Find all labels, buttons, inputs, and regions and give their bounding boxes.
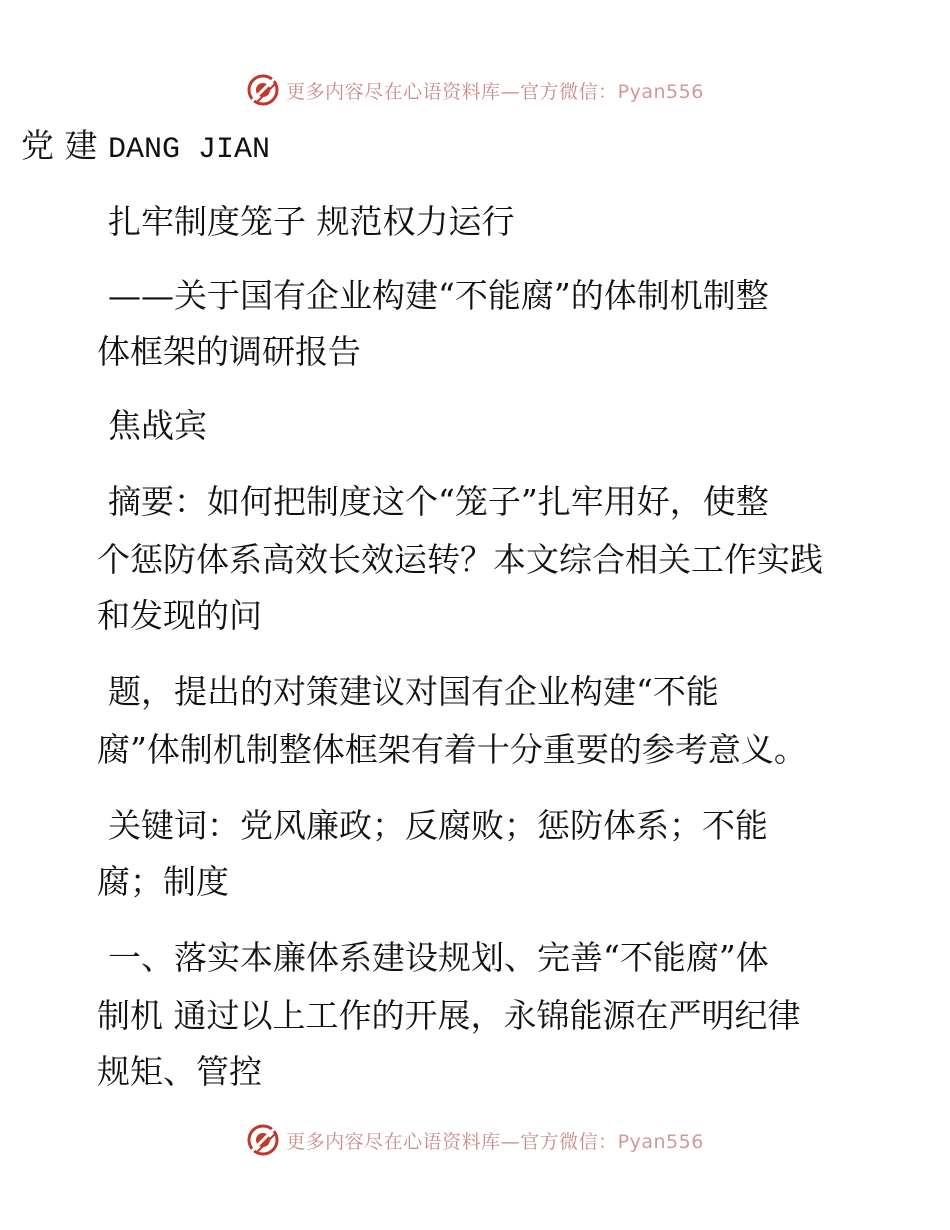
banner-wechat-id: Pyan556 (617, 1130, 704, 1153)
section-heading-line-1: 一、落实本廉体系建设规划、完善“不能腐”体 (108, 938, 769, 977)
abstract-line-2: 个惩防体系高效长效运转？本文综合相关工作实践 (97, 540, 823, 579)
article-author: 焦战宾 (108, 406, 207, 445)
abstract-line-4: 题，提出的对策建议对国有企业构建“不能 (108, 672, 719, 711)
red-seal-logo-icon (246, 1123, 280, 1157)
column-header (0, 126, 950, 170)
abstract-line-5: 腐”体制机制整体框架有着十分重要的参考意义。 (97, 730, 807, 769)
banner-text: 更多内容尽在心语资料库—官方微信：Pyan556 (286, 80, 704, 103)
banner-wechat-id: Pyan556 (617, 80, 704, 103)
keywords-line-1: 关键词：党风廉政；反腐败；惩防体系；不能 (108, 806, 768, 845)
column-header-cn: 党 建 (20, 126, 98, 165)
abstract-line-3: 和发现的问 (97, 596, 262, 635)
banner-text: 更多内容尽在心语资料库—官方微信：Pyan556 (286, 1130, 704, 1153)
section-heading-line-2: 制机 通过以上工作的开展，永锦能源在严明纪律 (97, 996, 801, 1035)
footer-watermark-banner (0, 1120, 950, 1160)
article-subtitle-line-2: 体框架的调研报告 (97, 332, 361, 371)
header-watermark-banner (0, 70, 950, 110)
section-heading-line-3: 规矩、管控 (97, 1052, 262, 1091)
column-header-en: DANG JIAN (107, 133, 271, 167)
keywords-line-2: 腐；制度 (97, 862, 229, 901)
abstract-line-1: 摘要：如何把制度这个“笼子”扎牢用好，使整 (108, 482, 769, 521)
article-title: 扎牢制度笼子 规范权力运行 (108, 202, 515, 241)
red-seal-logo-icon (246, 73, 280, 107)
article-subtitle-line-1: ——关于国有企业构建“不能腐”的体制机制整 (108, 276, 769, 315)
